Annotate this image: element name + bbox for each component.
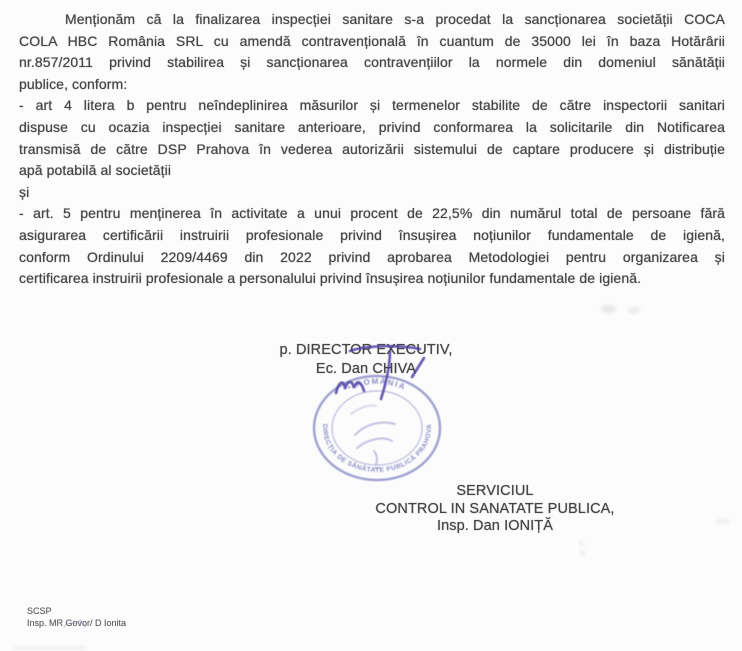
body-line: și	[19, 183, 30, 200]
scan-artifact	[601, 305, 616, 313]
body-line: publice, conform:	[19, 75, 128, 92]
body-line: apă potabilă al societății	[19, 162, 172, 179]
stamp-ring-text: DIRECȚIA DE SĂNĂTATE PUBLICĂ PRAHOVA	[320, 423, 434, 474]
footer-inspectors: Insp. MR Govor/ D Ionita	[27, 617, 127, 628]
body-line: - art 4 litera b pentru neîndeplinirea măsurilor și termenelor stabilite de către inspectorii sanitari	[19, 97, 725, 114]
body-line: asigurarea certificării instruirii profesionale privind însușirea noțiunilor fundamentale de igienă,	[19, 226, 725, 243]
stamp-ring-arc	[321, 424, 433, 474]
service-block	[345, 483, 645, 536]
body-line: conform Ordinului 2209/4469 din 2022 privind aprobarea Metodologiei pentru organizarea și	[19, 248, 725, 265]
body-line: nr.857/2011 privind stabilirea și sancționarea contravențiilor la normele din domeniul sănătății	[19, 54, 725, 71]
body-line: - art. 5 pentru menținerea în activitate a unui procent de 22,5% din numărul total de persoane fără	[19, 205, 725, 222]
body-line: certificarea instruirii profesionale a personalului privind însușirea noțiunilor fundamentale de igienă.	[19, 270, 642, 287]
stamp-country-text: • ROMÂNIA	[346, 376, 408, 393]
footer-pen-mark	[60, 615, 94, 631]
footer-initials: SCSP	[27, 606, 52, 616]
document-body	[19, 9, 725, 290]
body-line: COLA HBC România SRL cu amendă contravențională în cuantum de 35000 lei în baza Hotărârii	[19, 32, 725, 49]
stamp-emblem	[351, 405, 395, 468]
service-title: SERVICIUL	[456, 483, 534, 499]
scan-artifact	[580, 541, 583, 546]
body-line: dispuse cu ocazia inspecției sanitare anterioare, privind conformarea la solicitarile din Notificarea	[19, 118, 725, 135]
scan-artifact	[628, 307, 640, 314]
scan-artifact	[13, 646, 85, 650]
scan-artifact	[581, 550, 584, 556]
scan-artifact	[716, 519, 731, 524]
body-line: transmisă de către DSP Prahova în vederea autorizării sistemului de captare producere și distribuție	[19, 140, 725, 157]
body-line: Menționăm că la finalizarea inspecției sanitare s-a procedat la sancționarea societății COCA	[65, 11, 725, 27]
service-inspector: Insp. Dan IONIȚĂ	[436, 518, 554, 534]
stamp-rings	[314, 376, 440, 480]
signature-title: p. DIRECTOR EXECUTIV,	[279, 342, 453, 358]
service-department: CONTROL IN SANATATE PUBLICA,	[375, 500, 615, 517]
signature-name: Ec. Dan CHIVA	[315, 361, 417, 377]
